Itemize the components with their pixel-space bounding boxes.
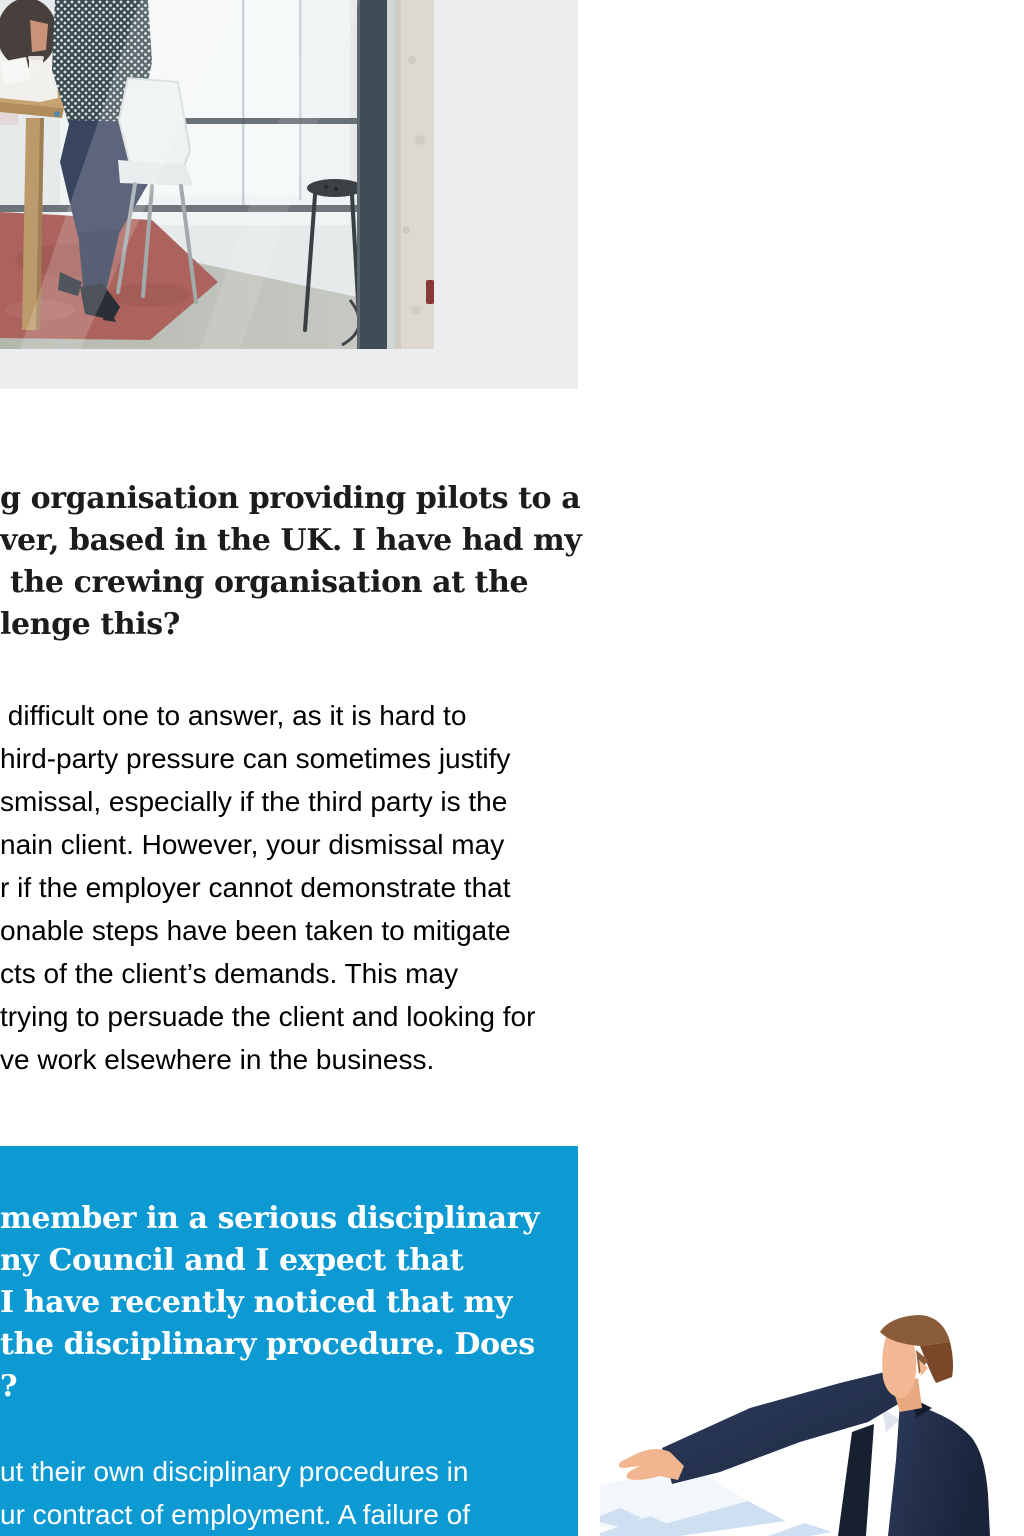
body-line: trying to persuade the client and looking for xyxy=(0,1001,536,1032)
heading-line: ny Council and I expect that xyxy=(0,1243,464,1278)
heading-line: member in a serious disciplinary xyxy=(0,1201,540,1236)
heading-line: the crewing organisation at the xyxy=(0,565,529,600)
body-line: r if the employer cannot demonstrate that xyxy=(0,872,511,903)
question-2-heading xyxy=(0,1198,578,1408)
body-line: hird-party pressure can sometimes justify xyxy=(0,743,511,774)
question-1-answer xyxy=(0,694,578,1081)
office-meeting-photo xyxy=(0,0,434,349)
body-line: difficult one to answer, as it is hard to xyxy=(0,700,467,731)
body-line: smissal, especially if the third party is the xyxy=(0,786,508,817)
hero-background xyxy=(0,0,578,389)
question-2-blue-panel xyxy=(0,1146,578,1536)
heading-line: ? xyxy=(0,1369,18,1404)
heading-line: the disciplinary procedure. Does xyxy=(0,1327,535,1362)
heading-line: ver, based in the UK. I have had my xyxy=(0,523,582,558)
businessman-illustration xyxy=(600,1280,1024,1536)
body-line: nain client. However, your dismissal may xyxy=(0,829,505,860)
heading-line: I have recently noticed that my xyxy=(0,1285,512,1320)
question-2-answer xyxy=(0,1450,578,1536)
body-line: ve work elsewhere in the business. xyxy=(0,1044,435,1075)
heading-line: lenge this? xyxy=(0,607,180,642)
body-line: ur contract of employment. A failure of xyxy=(0,1499,471,1530)
body-line: ut their own disciplinary procedures in xyxy=(0,1456,469,1487)
body-line: onable steps have been taken to mitigate xyxy=(0,915,511,946)
body-line: cts of the client’s demands. This may xyxy=(0,958,459,989)
question-1-heading xyxy=(0,478,582,646)
heading-line: g organisation providing pilots to a xyxy=(0,481,581,516)
